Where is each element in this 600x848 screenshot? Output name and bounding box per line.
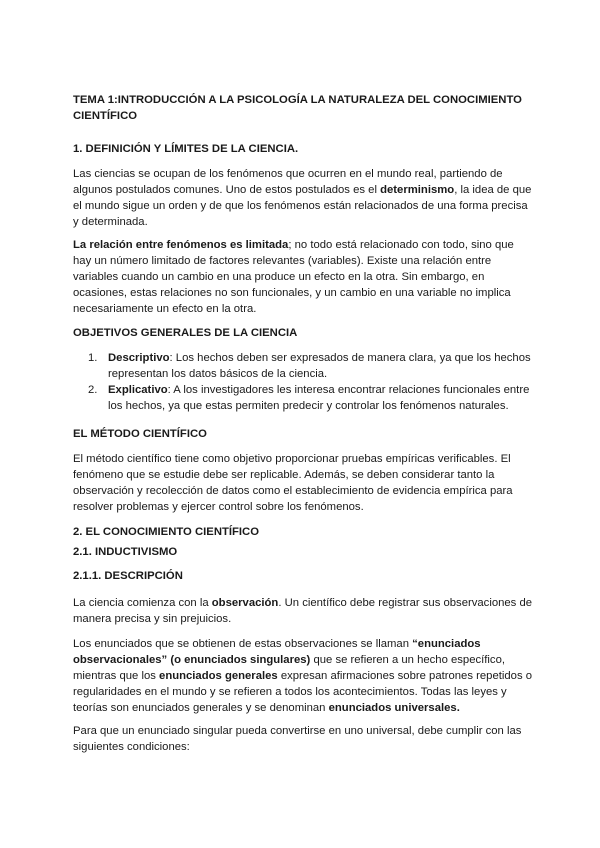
section-heading-conocimiento: 2. EL CONOCIMIENTO CIENTÍFICO (73, 526, 259, 538)
section-heading-objetivos: OBJETIVOS GENERALES DE LA CIENCIA (73, 327, 298, 339)
text-span: que se refieren a un hecho específico, mientras que los (73, 654, 505, 682)
bold-term-relacion: La relación entre fenómenos es limitada (73, 239, 289, 251)
subheading-descripcion: 2.1.1. DESCRIPCIÓN (73, 570, 183, 582)
bold-term-observacion: observación (211, 597, 279, 609)
list-item-explicativo (88, 382, 533, 414)
subheading-inductivismo: 2.1. INDUCTIVISMO (73, 546, 178, 558)
text-span: expresan afirmaciones sobre patrones repetidos o regularidades en el mundo y se refieren a todos los acontecimientos. Todas las leyes y teorías son enunciados generales y se denominan (73, 670, 533, 714)
list-number: 1. (88, 352, 98, 364)
text-span: : Los hechos deben ser expresados de manera clara, ya que los hechos representan los datos básicos de la ciencia. (108, 352, 531, 380)
text-span: , la idea de que el mundo sigue un orden y de que los fenómenos están relacionados de una forma precisa y determinada. (73, 184, 532, 228)
page-title: TEMA 1:INTRODUCCIÓN A LA PSICOLOGÍA LA NATURALEZA DEL CONOCIMIENTO CIENTÍFICO (73, 94, 522, 122)
list-item-descriptivo (88, 350, 533, 382)
text-span: La ciencia comienza con la (73, 597, 212, 609)
text-span: . Un científico debe registrar sus observaciones de manera precisa y sin prejuicios. (73, 597, 533, 625)
bold-term-determinismo: determinismo (380, 184, 455, 196)
paragraph-condiciones: Para que un enunciado singular pueda convertirse en uno universal, debe cumplir con las siguientes condiciones: (73, 725, 522, 753)
bold-term-enunciados-universales: enunciados universales. (328, 702, 460, 714)
bold-term: Explicativo (108, 384, 168, 396)
bold-term-enunciados-generales: enunciados generales (159, 670, 278, 682)
text-span: : A los investigadores les interesa encontrar relaciones funcionales entre los hechos, ya que estas permiten predecir y controlar los fenómenos naturales. (108, 384, 530, 412)
paragraph-enunciados (73, 636, 533, 716)
paragraph-observacion (73, 595, 533, 627)
section-heading-definicion: 1. DEFINICIÓN Y LÍMITES DE LA CIENCIA. (73, 143, 299, 155)
paragraph-determinismo (73, 166, 533, 230)
text-span: Las ciencias se ocupan de los fenómenos que ocurren en el mundo real, partiendo de algunos postulados comunes. Uno de estos postulados es el (73, 168, 503, 196)
text-span: Los enunciados que se obtienen de estas observaciones se llaman (73, 638, 413, 650)
text-span: ; no todo está relacionado con todo, sino que hay un número limitado de factores relevantes (variables). Existe una relación entre variables cuando un cambio en una produce un efecto en la otra. Sin embargo, en ocasiones, estas relaciones no son funcionales, y un cambio en una variable no implica necesariamente un efecto en la otra. (73, 239, 514, 315)
section-heading-metodo: EL MÉTODO CIENTÍFICO (73, 428, 207, 440)
paragraph-metodo: El método científico tiene como objetivo proporcionar pruebas empíricas verificables. El fenómeno que se estudie debe ser replicable. Además, se deben considerar tanto la observación y recolección de datos como el establecimiento de evidencia empírica para resolver problemas y ejercer control sobre los fenómenos. (73, 453, 513, 513)
list-number: 2. (88, 384, 98, 396)
bold-term-enunciados-observacionales: “enunciados observacionales” (o enunciados singulares) (73, 638, 481, 666)
bold-term: Descriptivo (108, 352, 170, 364)
paragraph-relacion (73, 237, 533, 317)
